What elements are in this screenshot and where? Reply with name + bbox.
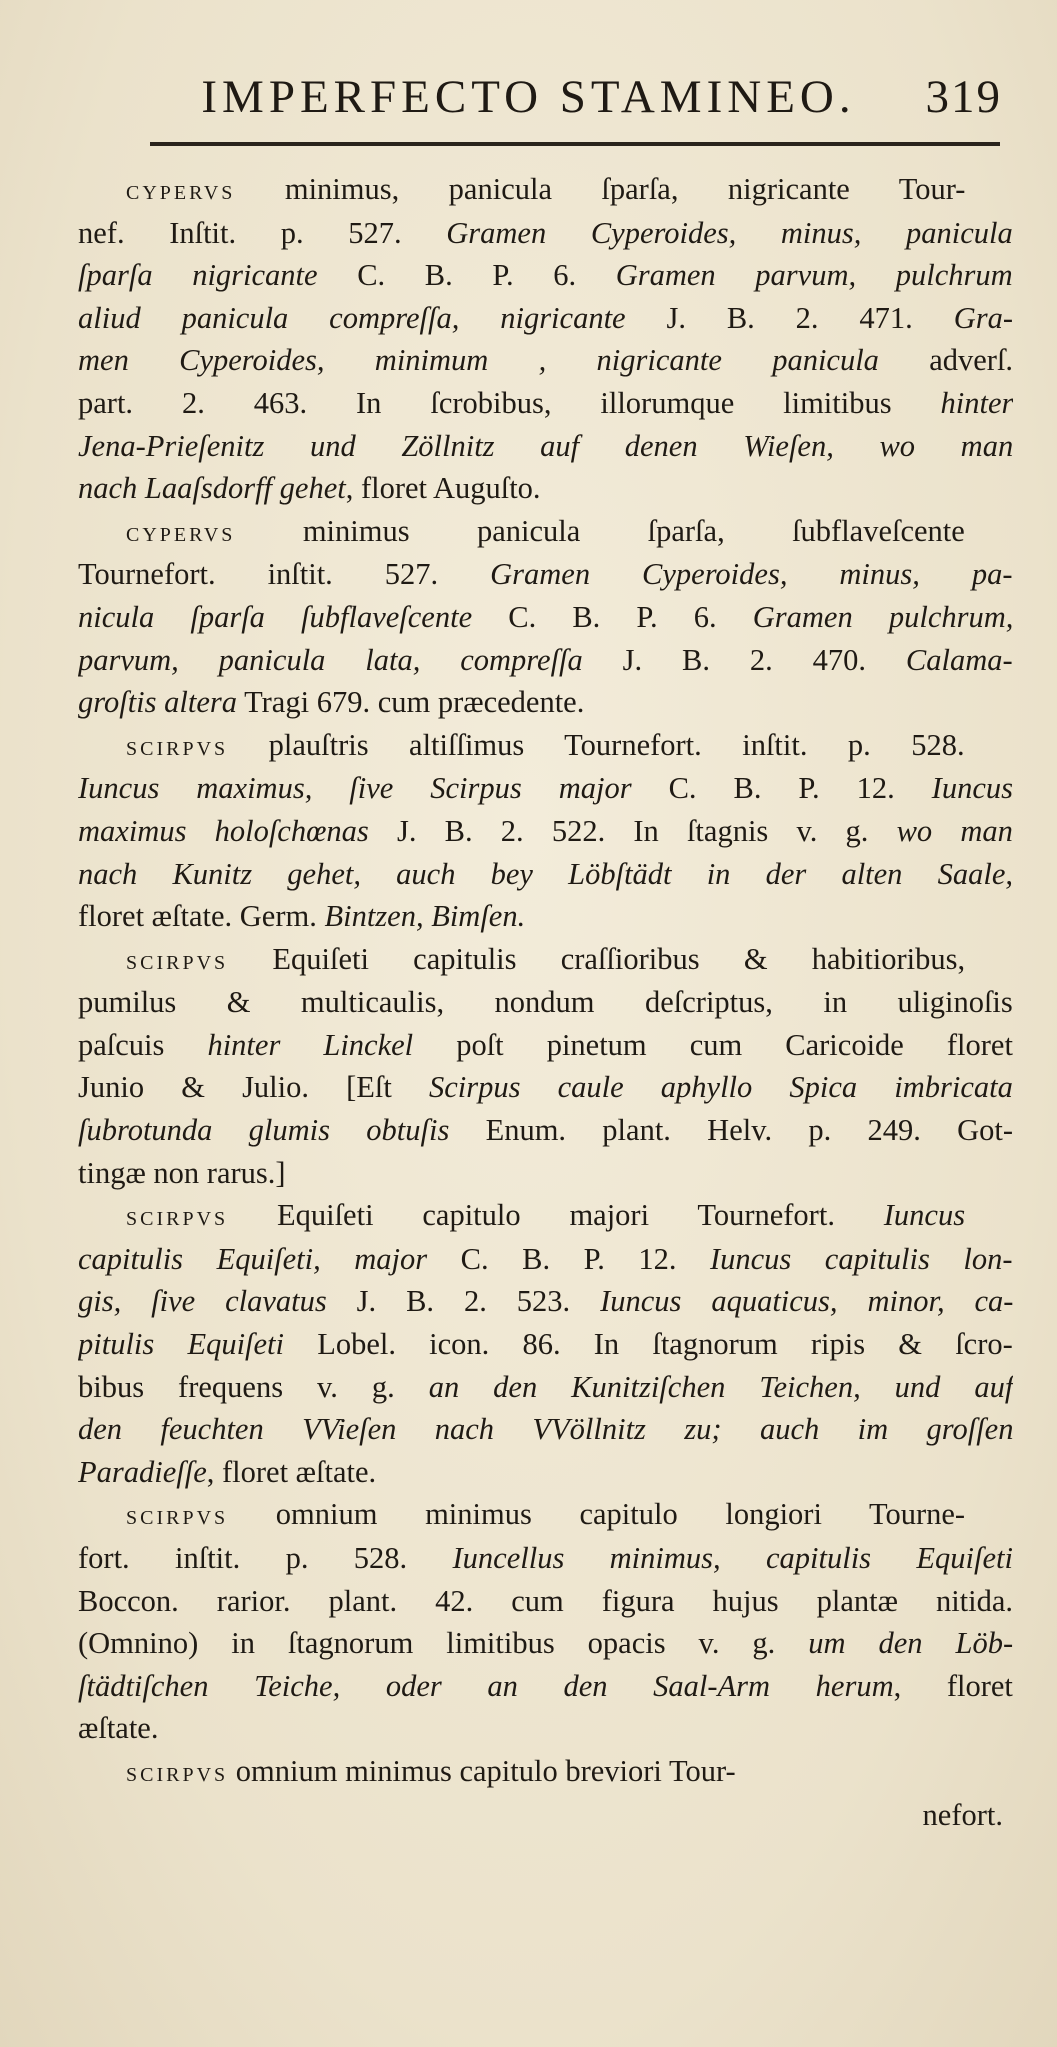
italic-text: an den Kunitziſchen Teichen, und auf [428,1369,1013,1404]
text-line [78,168,1013,212]
italic-text: Iuncus aquaticus, minor, ca- [600,1284,1013,1319]
genus-name: scirpvs [126,729,229,762]
roman-text: adverſ. [878,343,1013,378]
roman-text: omnium minimus capitulo breviori Tour- [228,1753,736,1788]
text-line [78,1707,1013,1750]
text-line [78,853,1013,896]
roman-text: floret æſtate. Germ. [78,899,325,934]
italic-text: um den Löb- [808,1626,1013,1661]
italic-text: ſubrotunda glumis obtuſis [78,1113,450,1148]
roman-text: C. B. P. 6. [472,599,753,634]
roman-text: bibus frequens v. g. [78,1369,429,1404]
italic-text: nicula ſparſa ſubflaveſcente [78,599,473,634]
text-line [78,1066,1013,1109]
text-line [78,1280,1013,1323]
text-line [78,1152,1013,1195]
italic-text: capitulis Equiſeti, major [78,1241,428,1276]
roman-text: C. B. P. 12. [427,1241,710,1276]
roman-text: Equiſeti capitulis craſſioribus & habitioribus, [228,941,966,976]
roman-text: , floret Auguſto. [345,471,541,506]
italic-text: nach Laaſsdorff gehet [78,471,346,506]
roman-text: pumilus & multicaulis, nondum deſcriptus, in uliginoſis [78,985,1013,1020]
roman-text: , floret [893,1668,1013,1703]
genus-name: scirpvs [126,1499,229,1532]
italic-text: Paradieſſe [78,1454,207,1489]
roman-text: Tournefort. inſtit. 527. [78,557,491,592]
roman-text: paſcuis [78,1027,208,1062]
italic-text: nach Kunitz gehet, auch bey Löbſtädt in der alten Saale, [78,856,1013,891]
text-line [78,212,1013,255]
italic-text: Iuncus capitulis lon- [709,1241,1013,1276]
text-line [78,1366,1013,1409]
body-text [78,168,1013,1836]
genus-name: cypervs [126,174,236,206]
text-line [78,1537,1013,1580]
italic-text: Gramen parvum, pulchrum [615,258,1013,293]
roman-text: C. B. P. 12. [631,771,932,806]
italic-text: hinter Linckel [207,1027,414,1062]
catchword: nefort. [922,1797,1003,1832]
text-line [78,1580,1013,1623]
text-line [78,1323,1013,1366]
text-line [78,254,1013,297]
roman-text: part. 2. 463. In ſcrobibus, illorumque limitibus [78,385,941,420]
text-line [78,767,1013,810]
roman-text: C. B. P. 6. [317,258,616,293]
text-line [78,1408,1013,1451]
italic-text: den feuchten VVieſen nach VVöllnitz zu; auch im groſſen [78,1412,1013,1447]
roman-text: J. B. 2. 523. [326,1284,601,1319]
text-line [78,724,1013,768]
italic-text: groſtis altera [78,685,238,720]
italic-text: Gramen pulchrum, [752,599,1013,634]
text-line [78,467,1013,510]
italic-text: Iuncus [883,1198,966,1233]
italic-text: Jena-Prieſenitz und Zöllnitz auf denen Wieſen, wo man [78,428,1013,463]
italic-text: Gramen Cyperoides, minus, pa- [490,557,1013,592]
roman-text: J. B. 2. 471. [625,300,954,335]
text-line [78,596,1013,639]
italic-text: pitulis Equiſeti [78,1327,285,1362]
italic-text: hinter [940,385,1013,420]
text-line [78,681,1013,724]
text-line [78,639,1013,682]
italic-text: Calama- [905,642,1013,677]
page-header [0,70,1057,130]
roman-text: poſt pinetum cum Caricoide floret [413,1027,1013,1062]
italic-text: Iuncus [931,771,1013,806]
species-entry [78,1750,1013,1794]
species-entry [78,1194,1013,1493]
roman-text: (Omnino) in ſtagnorum limitibus opacis v. g. [78,1626,809,1661]
roman-text: Lobel. icon. 86. In ſtagnorum ripis & ſcro- [284,1327,1013,1362]
roman-text: Equiſeti capitulo majori Tournefort. [228,1198,884,1233]
italic-text: parvum, panicula lata, compreſſa [78,642,583,677]
running-title: IMPERFECTO STAMINEO. [201,71,856,123]
roman-text: fort. inſtit. p. 528. [78,1541,453,1575]
header-rule [150,142,1000,146]
text-line [78,1194,1013,1238]
page-number: 319 [925,71,1002,123]
roman-text: Boccon. rarior. plant. 42. cum figura hujus plantæ nitida. [78,1583,1013,1618]
italic-text: aliud panicula compreſſa, nigricante [78,300,626,335]
italic-text: Bintzen, Bimſen. [324,899,526,934]
text-line [78,938,1013,982]
roman-text: plauſtris altiſſimus Tournefort. inſtit. p. 528. [228,727,965,762]
italic-text: men Cyperoides, minimum , nigricante panicula [78,343,879,378]
italic-text: Iuncus maximus, ſive Scirpus major [78,771,632,806]
italic-text: Gra- [953,300,1013,335]
text-line [78,1622,1013,1665]
roman-text: æſtate. [78,1711,159,1746]
roman-text: , floret æſtate. [206,1454,377,1489]
species-entry [78,724,1013,938]
species-entry [78,938,1013,1195]
italic-text: ſtädtiſchen Teiche, oder an den Saal-Arm herum [78,1668,894,1703]
italic-text: maximus holoſchœnas [78,813,369,848]
genus-name: cypervs [126,515,236,548]
roman-text: J. B. 2. 522. In ſtagnis v. g. [368,813,897,848]
italic-text: ſparſa nigricante [78,258,318,293]
species-entry [78,510,1013,724]
text-line [78,1750,1013,1794]
roman-text: minimus panicula ſparſa, ſubflaveſcente [235,513,965,548]
text-line [78,1493,1013,1537]
roman-text: Enum. plant. Helv. p. 249. Got- [449,1113,1013,1148]
italic-text: Iuncellus minimus, capitulis Equiſeti [452,1541,1013,1575]
text-line [78,1109,1013,1152]
italic-text: Gramen Cyperoides, minus, panicula [446,215,1013,250]
roman-text: J. B. 2. 470. [582,642,906,677]
text-line [78,339,1013,382]
italic-text: gis, ſive clavatus [78,1284,327,1319]
text-line [78,810,1013,853]
text-line [78,1665,1013,1708]
text-line [78,895,1013,938]
text-line [78,1238,1013,1281]
roman-text: minimus, panicula ſparſa, nigricante Tour- [235,172,966,206]
roman-text: Tragi 679. cum præcedente. [237,685,585,720]
roman-text: nef. Inſtit. p. 527. [78,215,447,250]
genus-name: scirpvs [126,1755,229,1788]
roman-text: Junio & Julio. [Eſt [78,1070,429,1105]
text-line [78,510,1013,554]
text-line [78,425,1013,468]
genus-name: scirpvs [126,1200,229,1233]
species-entry [78,1493,1013,1750]
roman-text: tingæ non rarus.] [78,1155,286,1190]
italic-text: Scirpus caule aphyllo Spica imbricata [429,1070,1013,1105]
text-line [78,1024,1013,1067]
text-line [78,297,1013,340]
species-entry [78,168,1013,510]
italic-text: wo man [896,813,1013,848]
text-line [78,1451,1013,1494]
text-line [78,382,1013,425]
text-line [78,981,1013,1024]
roman-text: omnium minimus capitulo longiori Tourne- [228,1497,966,1532]
text-line [78,553,1013,596]
genus-name: scirpvs [126,943,229,976]
